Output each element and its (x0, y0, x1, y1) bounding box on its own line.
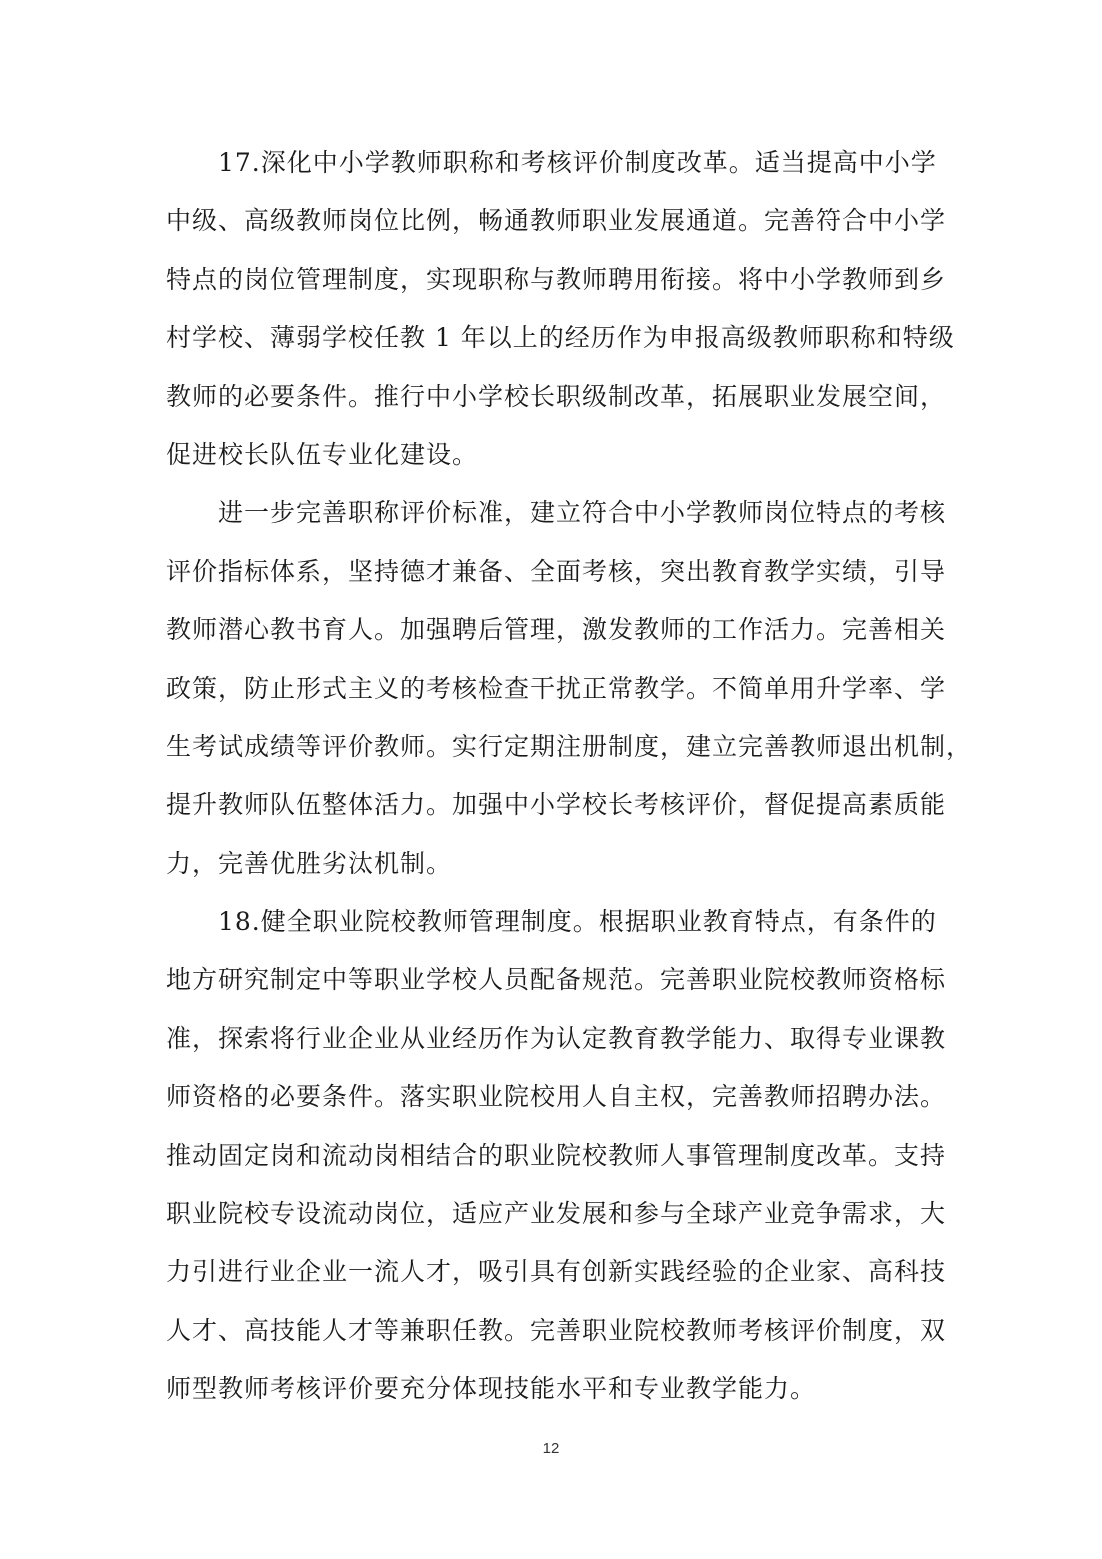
text-line: 生考试成绩等评价教师。实行定期注册制度，建立完善教师退出机制， (166, 731, 973, 761)
text-line: 17.深化中小学教师职称和考核评价制度改革。适当提高中小学 (218, 148, 937, 177)
text-line: 人才、高技能人才等兼职任教。完善职业院校教师考核评价制度，双 (166, 1315, 947, 1345)
text-line: 政策，防止形式主义的考核检查干扰正常教学。不简单用升学率、学 (166, 673, 947, 703)
document-body (166, 134, 973, 1419)
text-line: 教师的必要条件。推行中小学校长职级制改革，拓展职业发展空间， (166, 381, 947, 411)
text-line: 村学校、薄弱学校任教 1 年以上的经历作为申报高级教师职称和特级 (166, 323, 955, 353)
text-line: 师型教师考核评价要充分体现技能水平和专业教学能力。 (166, 1374, 817, 1404)
text-line: 促进校长队伍专业化建设。 (166, 439, 479, 469)
text-line: 18.健全职业院校教师管理制度。根据职业教育特点，有条件的 (218, 907, 937, 937)
paragraph-17 (166, 134, 955, 484)
text-line: 提升教师队伍整体活力。加强中小学校长考核评价，督促提高素质能 (166, 790, 947, 820)
text-line: 进一步完善职称评价标准，建立符合中小学教师岗位特点的考核 (218, 498, 947, 528)
text-line: 教师潜心教书育人。加强聘后管理，激发教师的工作活力。完善相关 (166, 615, 947, 645)
text-line: 特点的岗位管理制度，实现职称与教师聘用衔接。将中小学教师到乡 (166, 264, 947, 294)
text-line: 中级、高级教师岗位比例，畅通教师职业发展通道。完善符合中小学 (166, 206, 947, 236)
text-line: 力，完善优胜劣汰机制。 (166, 848, 453, 878)
text-line: 地方研究制定中等职业学校人员配备规范。完善职业院校教师资格标 (166, 965, 947, 995)
text-line: 力引进行业企业一流人才，吸引具有创新实践经验的企业家、高科技 (166, 1257, 947, 1287)
page-number: 12 (542, 1440, 560, 1457)
text-line: 准，探索将行业企业从业经历作为认定教育教学能力、取得专业课教 (166, 1023, 947, 1053)
paragraph-17-continued (166, 484, 973, 893)
text-line: 职业院校专设流动岗位，适应产业发展和参与全球产业竞争需求，大 (166, 1199, 947, 1229)
text-line: 师资格的必要条件。落实职业院校用人自主权，完善教师招聘办法。 (166, 1082, 947, 1112)
text-line: 评价指标体系，坚持德才兼备、全面考核，突出教育教学实绩，引导 (166, 556, 947, 586)
text-line: 推动固定岗和流动岗相结合的职业院校教师人事管理制度改革。支持 (166, 1140, 947, 1170)
paragraph-18 (166, 893, 947, 1419)
